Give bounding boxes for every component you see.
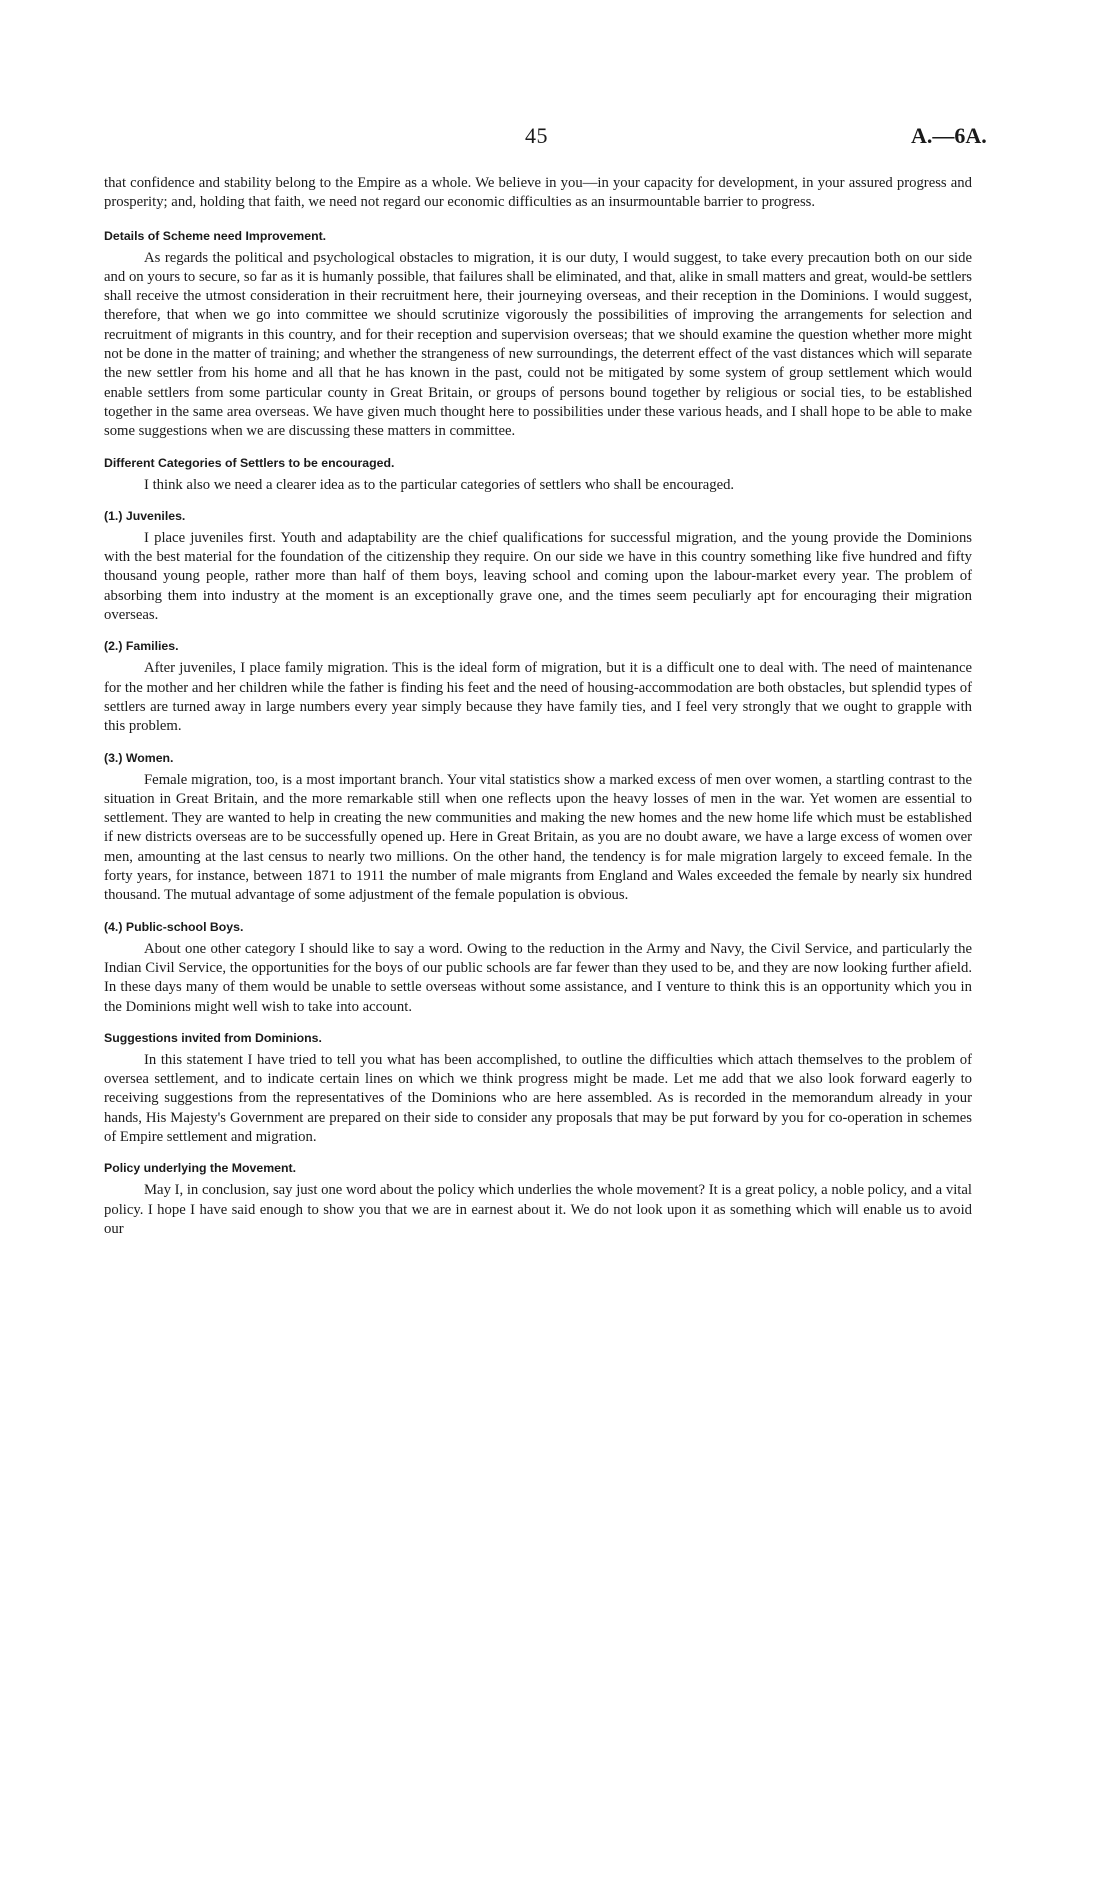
document-reference: A.—6A. <box>911 123 987 148</box>
paragraph-public-school-boys: About one other category I should like to say a word. Owing to the reduction in the Army and Navy, the Civil Service, and particularly the Indian Civil Service, the opportunities for the boys of our public schools are far fewer than they used to be, and they are now looking further afield. In these days many of them would be unable to settle overseas without some assistance, and I venture to think this is an opportunity which you in the Dominions might well wish to take into account. <box>104 940 972 1015</box>
document-body <box>104 174 972 1239</box>
section-heading-details-of-scheme: Details of Scheme need Improvement. <box>104 228 327 243</box>
paragraph-different-categories: I think also we need a clearer idea as to the particular categories of settlers who shall be encouraged. <box>144 476 735 493</box>
paragraph-policy: May I, in conclusion, say just one word about the policy which underlies the whole movement? It is a great policy, a noble policy, and a vital policy. I hope I have said enough to show you that we are in earnest about it. We do not look upon it as something which will enable us to avoid our <box>104 1182 972 1237</box>
section-heading-families: (2.) Families. <box>104 639 179 654</box>
paragraph-suggestions: In this statement I have tried to tell you what has been accomplished, to outline the difficulties which attach themselves to the problem of oversea settlement, and to indicate certain lines on which we think progress might be made. Let me add that we also look forward eagerly to receiving suggestions from the representatives of the Dominions who are here assembled. As is recorded in the memorandum already in your hands, His Majesty's Government are prepared on their side to consider any proposals that may be put forward by you for co-operation in schemes of Empire settlement and migration. <box>104 1051 972 1145</box>
paragraph-families: After juveniles, I place family migration. This is the ideal form of migration, but it is a difficult one to deal with. The need of maintenance for the mother and her children while the father is finding his feet and the need of housing-accommodation are both obstacles, but splendid types of settlers are turned away in large numbers every year simply because they have family ties, and I feel very strongly that we ought to grapple with this problem. <box>104 660 972 735</box>
section-heading-different-categories: Different Categories of Settlers to be encouraged. <box>104 455 395 470</box>
intro-paragraph: that confidence and stability belong to the Empire as a whole. We believe in you—in your capacity for development, in your assured progress and prosperity; and, holding that faith, we need not regard our economic difficulties as an insurmountable barrier to progress. <box>104 175 972 211</box>
paragraph-women: Female migration, too, is a most important branch. Your vital statistics show a marked excess of men over women, a startling contrast to the situation in Great Britain, and the more remarkable still when one reflects upon the heavy losses of men in the war. Yet women are essential to settlement. They are wanted to help in creating the new communities and making the new homes and the new home life which must be established if new districts overseas are to be successfully opened up. Here in Great Britain, as you are no doubt aware, we have a large excess of women over men, amounting at the last census to nearly two millions. On the other hand, the tendency is for male migration largely to exceed female. In the forty years, for instance, between 1871 to 1911 the number of male migrants from England and Wales exceeded the female by nearly six hundred thousand. The mutual advantage of some adjustment of the female population is obvious. <box>104 771 972 904</box>
section-heading-women: (3.) Women. <box>104 750 174 765</box>
section-heading-public-school-boys: (4.) Public-school Boys. <box>104 919 244 934</box>
page-number: 45 <box>525 123 548 148</box>
paragraph-juveniles: I place juveniles first. Youth and adaptability are the chief qualifications for successful migration, and the young provide the Dominions with the best material for the foundation of the citizenship they require. On our side we have in this country something like five hundred and fifty thousand young people, rather more than half of them boys, leaving school and coming upon the labour-market every year. The problem of absorbing them into industry at the moment is an exceptionally grave one, and the times seem peculiarly apt for encouraging their migration overseas. <box>104 529 972 624</box>
section-heading-suggestions: Suggestions invited from Dominions. <box>104 1030 322 1045</box>
paragraph-details-of-scheme: As regards the political and psychological obstacles to migration, it is our duty, I would suggest, to take every precaution both on our side and on yours to secure, so far as it is humanly possible, that failures shall be eliminated, and that, alike in small matters and great, would-be settlers shall receive the utmost consideration in their recruitment here, their journeying overseas, and their reception in the Dominions. I would suggest, therefore, that when we go into committee we should scrutinize vigorously the possibilities of improving the arrangements for selection and recruitment of migrants in this country, and for their reception and supervision overseas; that we should examine the question whether more might not be done in the matter of training; and whether the strangeness of new surroundings, the deterrent effect of the vast distances which will separate the new settler from his home and all that he has known in the past, could not be mitigated by some system of group settlement which would enable settlers from some particular county in Great Britain, or groups of persons bound together by religious or social ties, to be established together in the same area overseas. We have given much thought here to possibilities under these various heads, and I shall hope to be able to make some suggestions when we are discussing these matters in committee. <box>104 249 972 440</box>
section-heading-policy: Policy underlying the Movement. <box>104 1161 297 1176</box>
section-heading-juveniles: (1.) Juveniles. <box>104 508 186 523</box>
